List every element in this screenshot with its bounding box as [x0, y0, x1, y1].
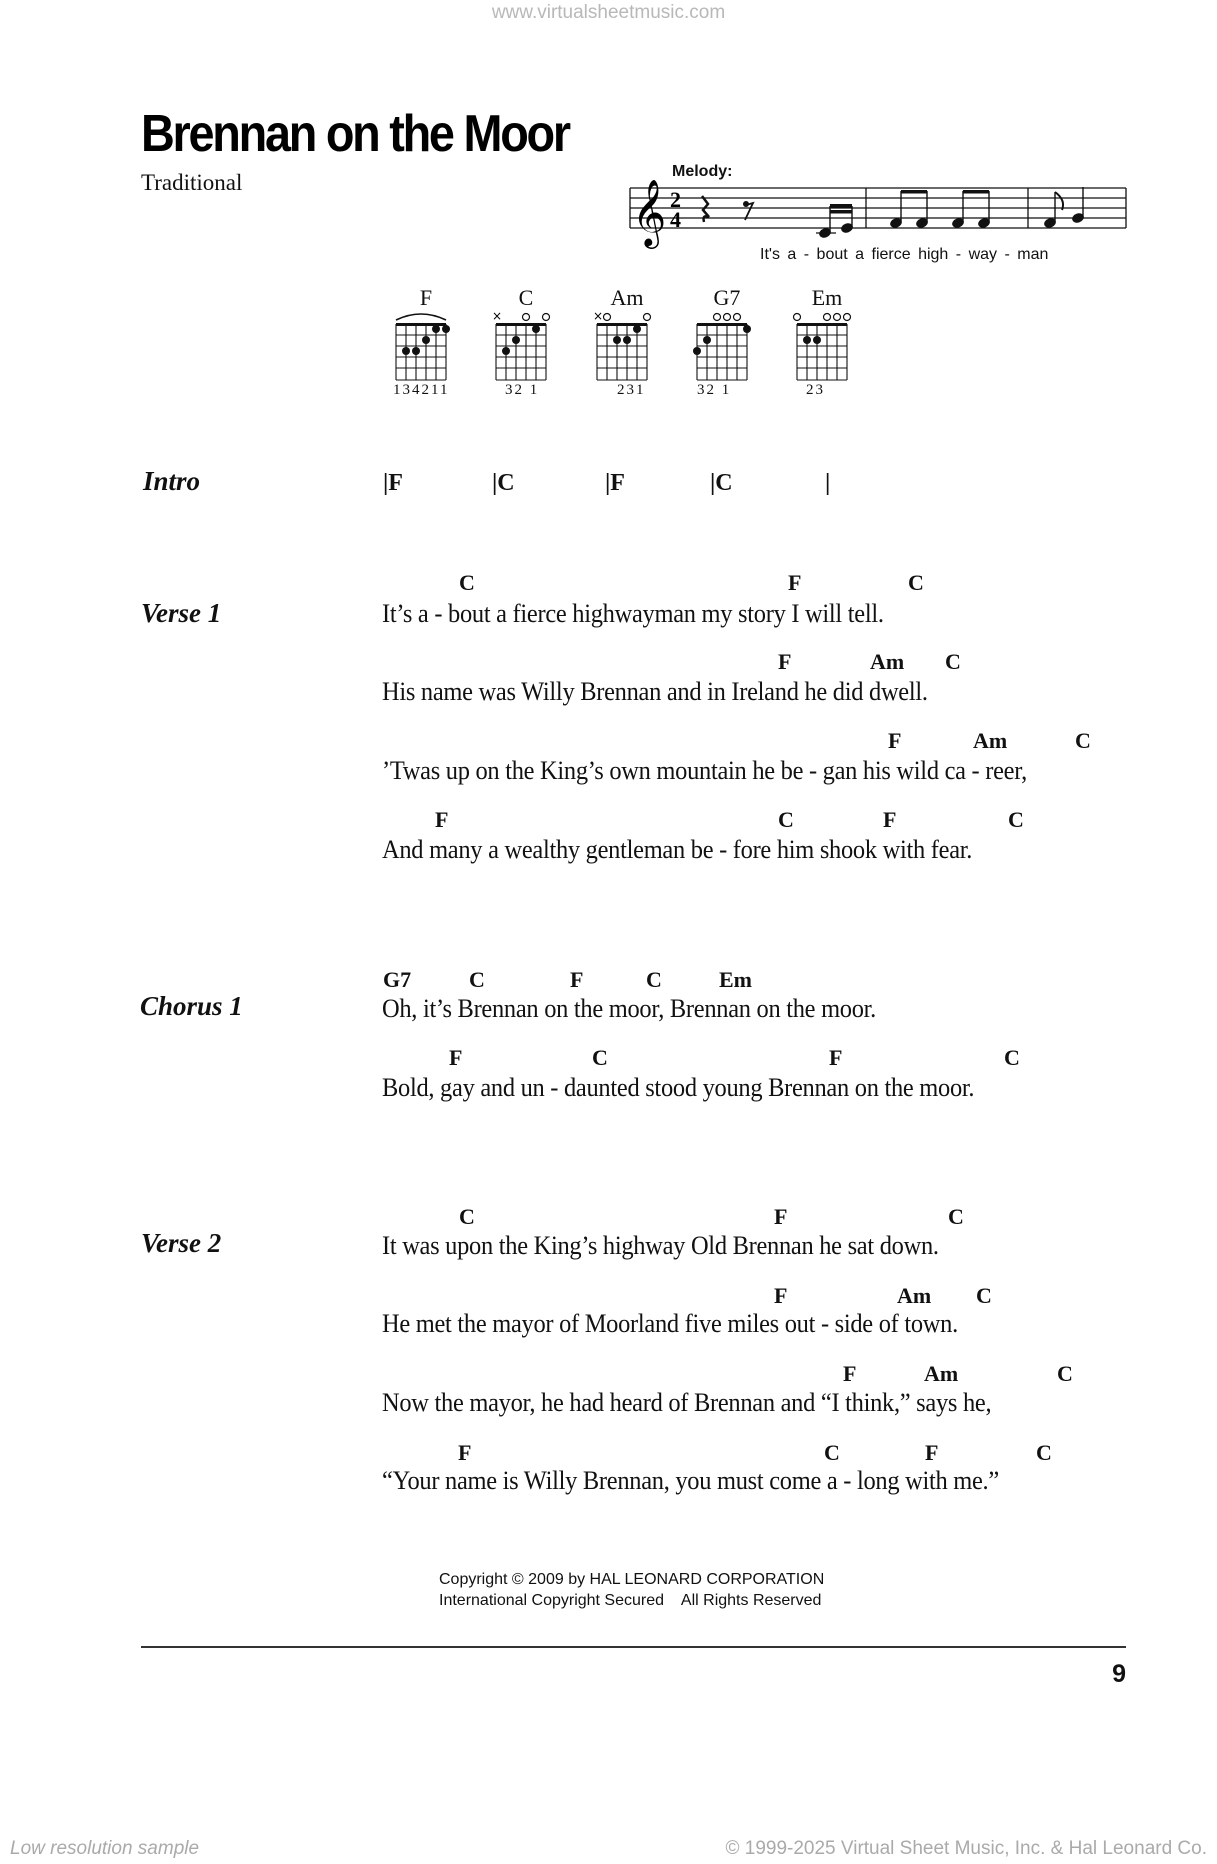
melody-lyrics — [760, 246, 1048, 264]
section-label-chorus-1: Chorus 1 — [140, 991, 243, 1021]
intro-bar-1: |F — [383, 470, 403, 496]
melody-syllable: man — [1017, 246, 1049, 263]
chord-symbol: F — [888, 728, 902, 753]
page-number: 9 — [1112, 1660, 1126, 1688]
chord-symbol: C — [646, 967, 662, 992]
melody-syllable: a — [787, 246, 797, 263]
section-label-intro: Intro — [143, 466, 201, 496]
chord-symbol: F — [778, 649, 792, 674]
treble-clef: 𝄞 — [632, 178, 667, 246]
chord-symbol: F — [829, 1045, 843, 1070]
chord-symbol: Am — [870, 649, 905, 674]
watermark-url: www.virtualsheetmusic.com — [491, 2, 726, 23]
chord-symbol: F — [788, 570, 802, 595]
intro-bar-2: |C — [492, 470, 515, 496]
melody-syllable: a — [855, 246, 865, 263]
chord-diagram-name: C — [518, 285, 534, 310]
melody-label: Melody: — [672, 163, 733, 180]
melody-syllable: way — [968, 246, 998, 263]
lyric-line: And many a wealthy gentleman be - fore him shook with fear. — [382, 835, 973, 864]
song-title: Brennan on the Moor — [141, 105, 569, 163]
melody-syllable: high — [918, 246, 949, 263]
time-sig-bottom: 4 — [670, 207, 681, 232]
intro-bar-3: |F — [605, 470, 625, 496]
melody-syllable: fierce — [871, 246, 911, 263]
chord-symbol: Em — [719, 967, 752, 992]
chord-symbol: F — [435, 807, 449, 832]
chord-symbol: C — [824, 1440, 840, 1465]
chord-symbol: G7 — [383, 967, 412, 992]
chord-symbol: C — [778, 807, 794, 832]
lyric-line: Now the mayor, he had heard of Brennan and “I think,” says he, — [382, 1388, 992, 1417]
chord-fingering: 134211 — [393, 382, 450, 398]
lyric-line: His name was Willy Brennan and in Ireland he did dwell. — [382, 677, 928, 706]
chord-symbol: F — [774, 1204, 788, 1229]
section-label-verse-2: Verse 2 — [141, 1228, 222, 1258]
chord-symbol: C — [1075, 728, 1091, 753]
melody-syllable: - — [803, 246, 810, 263]
chord-symbol: C — [908, 570, 924, 595]
sample-notice: Low resolution sample — [10, 1838, 200, 1859]
chord-symbol: F — [883, 807, 897, 832]
chord-symbol: C — [1057, 1361, 1073, 1386]
lyric-line: Oh, it’s Brennan on the moor, Brennan on the moor. — [382, 994, 877, 1023]
chord-symbol: F — [925, 1440, 939, 1465]
copyright-line: Copyright © 2009 by HAL LEONARD CORPORATION — [439, 1571, 825, 1588]
melody-syllable: - — [955, 246, 962, 263]
chord-diagram-name: Am — [610, 285, 644, 310]
chord-symbol: F — [843, 1361, 857, 1386]
lyric-line: ’Twas up on the King’s own mountain he be - gan his wild ca - reer, — [382, 756, 1027, 785]
chord-symbol: F — [774, 1283, 788, 1308]
lyric-line: “Your name is Willy Brennan, you must come a - long with me.” — [382, 1466, 999, 1495]
chord-symbol: C — [459, 1204, 475, 1229]
chord-symbol: C — [1004, 1045, 1020, 1070]
lyric-line: It was upon the King’s highway Old Brennan he sat down. — [382, 1231, 939, 1260]
chord-fingering: 231 — [617, 382, 646, 398]
copyright-line: International Copyright Secured All Rights Reserved — [439, 1592, 822, 1609]
chord-symbol: C — [1008, 807, 1024, 832]
chord-diagrams — [390, 309, 870, 382]
intro-bar-4: |C — [710, 470, 733, 496]
section-label-verse-1: Verse 1 — [141, 598, 222, 628]
chord-symbol: Am — [973, 728, 1008, 753]
melody-syllable: It's — [760, 246, 780, 263]
chord-symbol: C — [459, 570, 475, 595]
chord-symbol: C — [948, 1204, 964, 1229]
lyric-line: He met the mayor of Moorland five miles out - side of town. — [382, 1309, 958, 1338]
chord-symbol: C — [1036, 1440, 1052, 1465]
chord-symbol: Am — [897, 1283, 932, 1308]
composer: Traditional — [141, 170, 243, 195]
chord-fingering: 23 — [806, 382, 825, 398]
chord-fingering: 32 1 — [697, 382, 732, 398]
chord-diagram-name: Em — [811, 285, 843, 310]
footer-copyright: © 1999-2025 Virtual Sheet Music, Inc. & Hal Leonard Co. — [725, 1838, 1207, 1859]
lyric-line: It’s a - bout a fierce highwayman my story I will tell. — [382, 599, 884, 628]
melody-staff — [620, 170, 1140, 250]
chord-symbol: F — [458, 1440, 472, 1465]
chord-symbol: C — [945, 649, 961, 674]
chord-fingering: 32 1 — [505, 382, 540, 398]
melody-syllable: - — [1004, 246, 1010, 263]
chord-symbol: C — [592, 1045, 608, 1070]
footer-divider — [141, 1646, 1126, 1648]
svg-text:×: × — [492, 309, 503, 323]
chord-symbol: F — [570, 967, 584, 992]
chord-diagram-name: F — [419, 285, 433, 310]
svg-text:×: × — [593, 309, 604, 323]
intro-barline-end: | — [825, 470, 831, 496]
chord-symbol: C — [976, 1283, 992, 1308]
melody-syllable: bout — [816, 246, 848, 263]
chord-symbol: Am — [924, 1361, 959, 1386]
chord-diagram-name: G7 — [713, 285, 741, 310]
lyric-line: Bold, gay and un - daunted stood young Brennan on the moor. — [382, 1073, 975, 1102]
time-sig-top: 2 — [670, 187, 681, 212]
chord-symbol: C — [469, 967, 485, 992]
chord-symbol: F — [449, 1045, 463, 1070]
